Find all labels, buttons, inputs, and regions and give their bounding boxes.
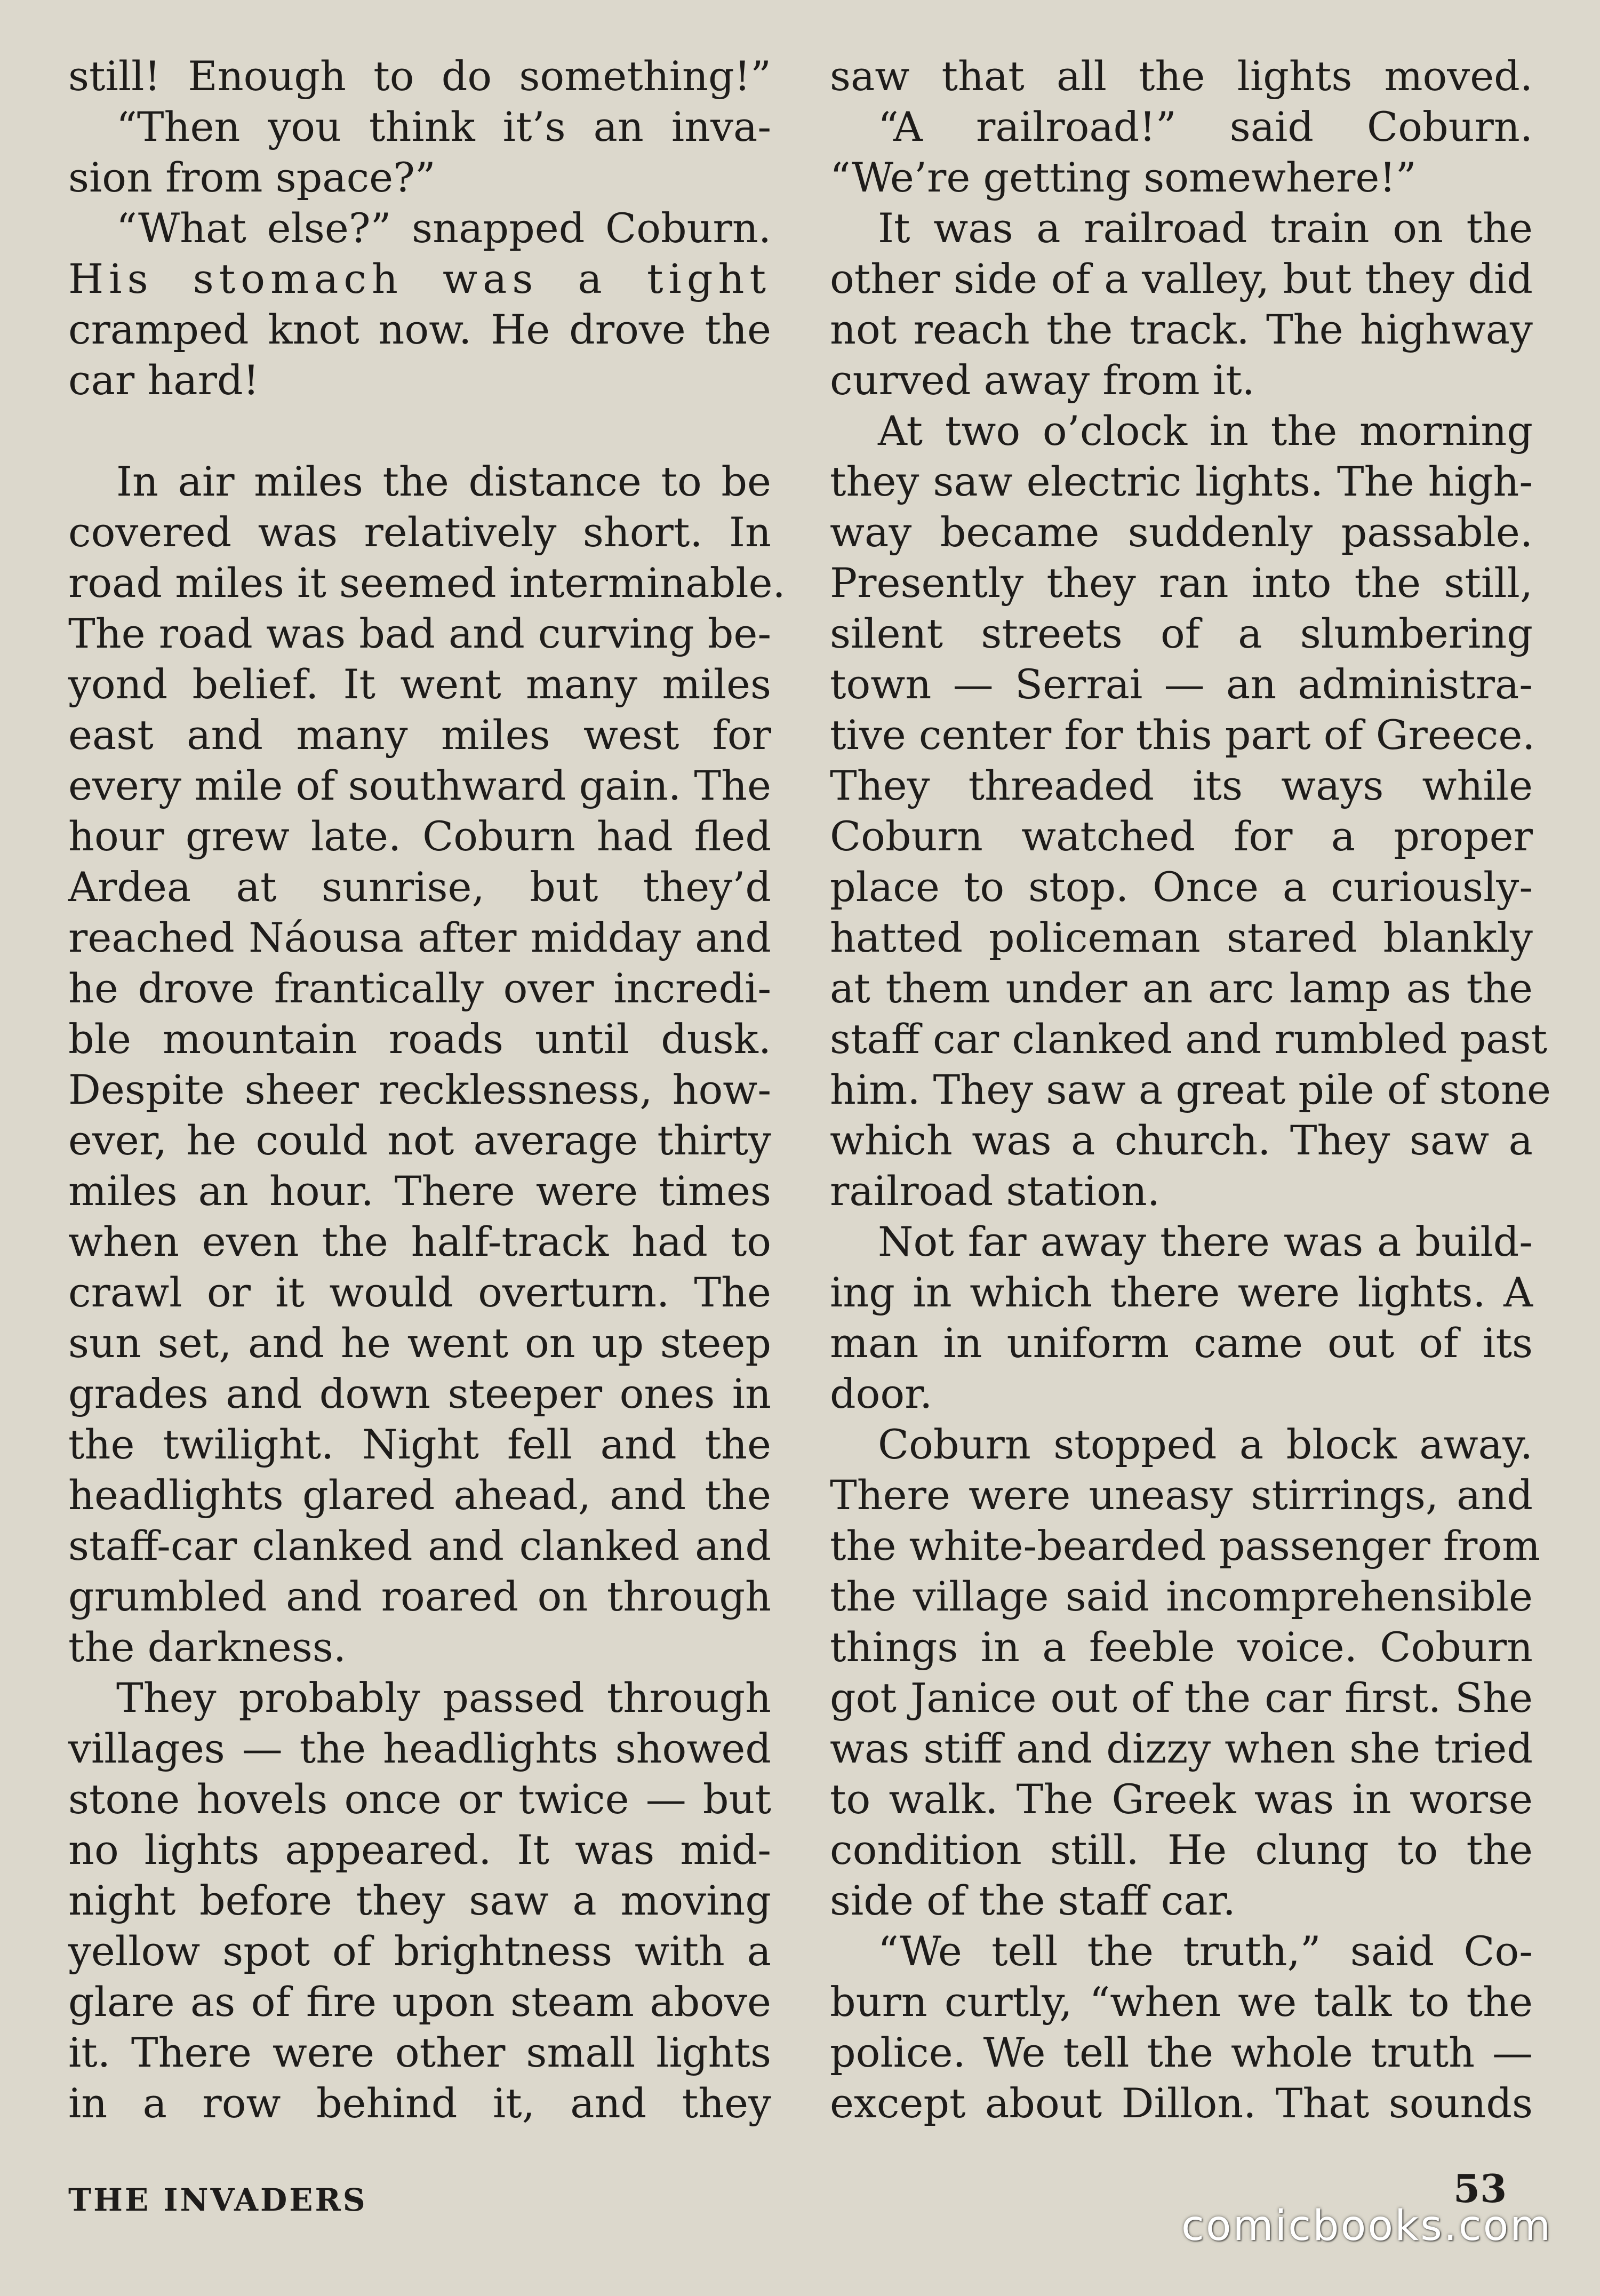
text-line: hatted policeman stared blankly xyxy=(830,914,1533,961)
text-line: ever, he could not average thirty xyxy=(68,1117,771,1164)
text-line: glare as of fire upon steam above xyxy=(68,1978,771,2026)
text-line: sun set, and he went on up steep xyxy=(68,1319,771,1367)
text-line: condition still. He clung to the xyxy=(830,1826,1533,1874)
text-line: Despite sheer recklessness, how- xyxy=(68,1066,771,1113)
text-line: staff-car clanked and clanked and xyxy=(68,1522,771,1569)
text-line: at them under an arc lamp as the xyxy=(830,964,1533,1012)
text-line: Coburn stopped a block away. xyxy=(878,1421,1533,1468)
text-line: saw that all the lights moved. xyxy=(830,52,1533,100)
text-line: night before they saw a moving xyxy=(68,1877,771,1924)
text-line: crawl or it would overturn. The xyxy=(68,1269,771,1316)
text-line: Presently they ran into the still, xyxy=(830,559,1533,607)
text-line: he drove frantically over incredi- xyxy=(68,964,771,1012)
text-line: “We’re getting somewhere!” xyxy=(830,154,1417,201)
text-line: door. xyxy=(830,1370,933,1417)
text-line: place to stop. Once a curiously- xyxy=(830,863,1533,911)
text-line: not reach the track. The highway xyxy=(830,306,1533,353)
text-line: the darkness. xyxy=(68,1623,347,1671)
text-line: him. They saw a great pile of stone xyxy=(830,1066,1551,1113)
text-line: yellow spot of brightness with a xyxy=(68,1927,771,1975)
text-line: the twilight. Night fell and the xyxy=(68,1421,771,1468)
text-line: “What else?” snapped Coburn. xyxy=(116,204,771,252)
text-line: In air miles the distance to be xyxy=(116,458,771,505)
text-line: Ardea at sunrise, but they’d xyxy=(68,863,771,911)
text-line: things in a feeble voice. Coburn xyxy=(830,1623,1533,1671)
text-line: side of the staff car. xyxy=(830,1877,1236,1924)
text-line: hour grew late. Coburn had fled xyxy=(68,812,771,860)
text-line: The road was bad and curving be- xyxy=(68,610,771,657)
text-line: town — Serrai — an administra- xyxy=(830,660,1533,708)
text-column-right xyxy=(830,51,1551,2128)
text-line: the village said incomprehensible xyxy=(830,1573,1533,1620)
text-line: stone hovels once or twice — but xyxy=(68,1775,771,1823)
text-line: Coburn watched for a proper xyxy=(830,812,1533,860)
text-line: cramped knot now. He drove the xyxy=(68,306,771,353)
text-line: villages — the headlights showed xyxy=(68,1725,771,1772)
text-line: It was a railroad train on the xyxy=(878,204,1533,252)
text-line: was stiff and dizzy when she tried xyxy=(830,1725,1533,1772)
text-line: ble mountain roads until dusk. xyxy=(68,1015,771,1063)
text-line: “A railroad!” said Coburn. xyxy=(878,103,1533,150)
text-line: Not far away there was a build- xyxy=(878,1218,1533,1265)
text-line: headlights glared ahead, and the xyxy=(68,1471,771,1519)
text-line: they saw electric lights. The high- xyxy=(830,458,1533,505)
text-line: There were uneasy stirrings, and xyxy=(830,1471,1533,1519)
text-line: road miles it seemed interminable. xyxy=(68,559,786,607)
text-line: They threaded its ways while xyxy=(830,762,1533,809)
text-line: it. There were other small lights xyxy=(68,2029,771,2076)
text-line: reached Náousa after midday and xyxy=(68,914,771,961)
text-line: no lights appeared. It was mid- xyxy=(68,1826,771,1874)
text-line: silent streets of a slumbering xyxy=(830,610,1533,657)
text-line: curved away from it. xyxy=(830,356,1255,404)
text-line: when even the half-track had to xyxy=(68,1218,771,1265)
text-line: ing in which there were lights. A xyxy=(830,1269,1533,1316)
section-break xyxy=(68,405,771,456)
text-line: which was a church. They saw a xyxy=(830,1117,1533,1164)
watermark: comicbooks.com xyxy=(1181,2202,1553,2250)
text-line: except about Dillon. That sounds xyxy=(830,2079,1533,2127)
text-line: man in uniform came out of its xyxy=(830,1319,1533,1367)
text-line: “We tell the truth,” said Co- xyxy=(878,1927,1533,1975)
text-line: the white-bearded passenger from xyxy=(830,1522,1541,1569)
running-footer-title: THE INVADERS xyxy=(68,2182,367,2218)
text-line: other side of a valley, but they did xyxy=(830,255,1533,302)
text-line: yond belief. It went many miles xyxy=(68,660,771,708)
text-line: “Then you think it’s an inva- xyxy=(116,103,771,150)
text-line: in a row behind it, and they xyxy=(68,2079,771,2127)
text-line: car hard! xyxy=(68,356,260,404)
text-line: His stomach was a tight xyxy=(68,255,771,302)
text-line: At two o’clock in the morning xyxy=(878,407,1533,455)
text-line: covered was relatively short. In xyxy=(68,508,771,556)
text-line: to walk. The Greek was in worse xyxy=(830,1775,1533,1823)
text-line: staff car clanked and rumbled past xyxy=(830,1015,1547,1063)
text-line: got Janice out of the car first. She xyxy=(830,1674,1533,1721)
text-line: east and many miles west for xyxy=(68,711,771,759)
text-column-left xyxy=(68,51,786,2128)
text-line: still! Enough to do something!” xyxy=(68,52,771,100)
text-line: burn curtly, “when we talk to the xyxy=(830,1978,1533,2026)
text-line: tive center for this part of Greece. xyxy=(830,711,1535,759)
text-line: police. We tell the whole truth — xyxy=(830,2029,1533,2076)
text-line: grumbled and roared on through xyxy=(68,1573,771,1620)
text-line: grades and down steeper ones in xyxy=(68,1370,771,1417)
text-line: sion from space?” xyxy=(68,154,436,201)
text-line: railroad station. xyxy=(830,1167,1161,1215)
text-line: They probably passed through xyxy=(116,1674,771,1721)
page-number: 53 xyxy=(1453,2166,1507,2211)
text-line: way became suddenly passable. xyxy=(830,508,1533,556)
text-line: miles an hour. There were times xyxy=(68,1167,771,1215)
text-line: every mile of southward gain. The xyxy=(68,762,771,809)
